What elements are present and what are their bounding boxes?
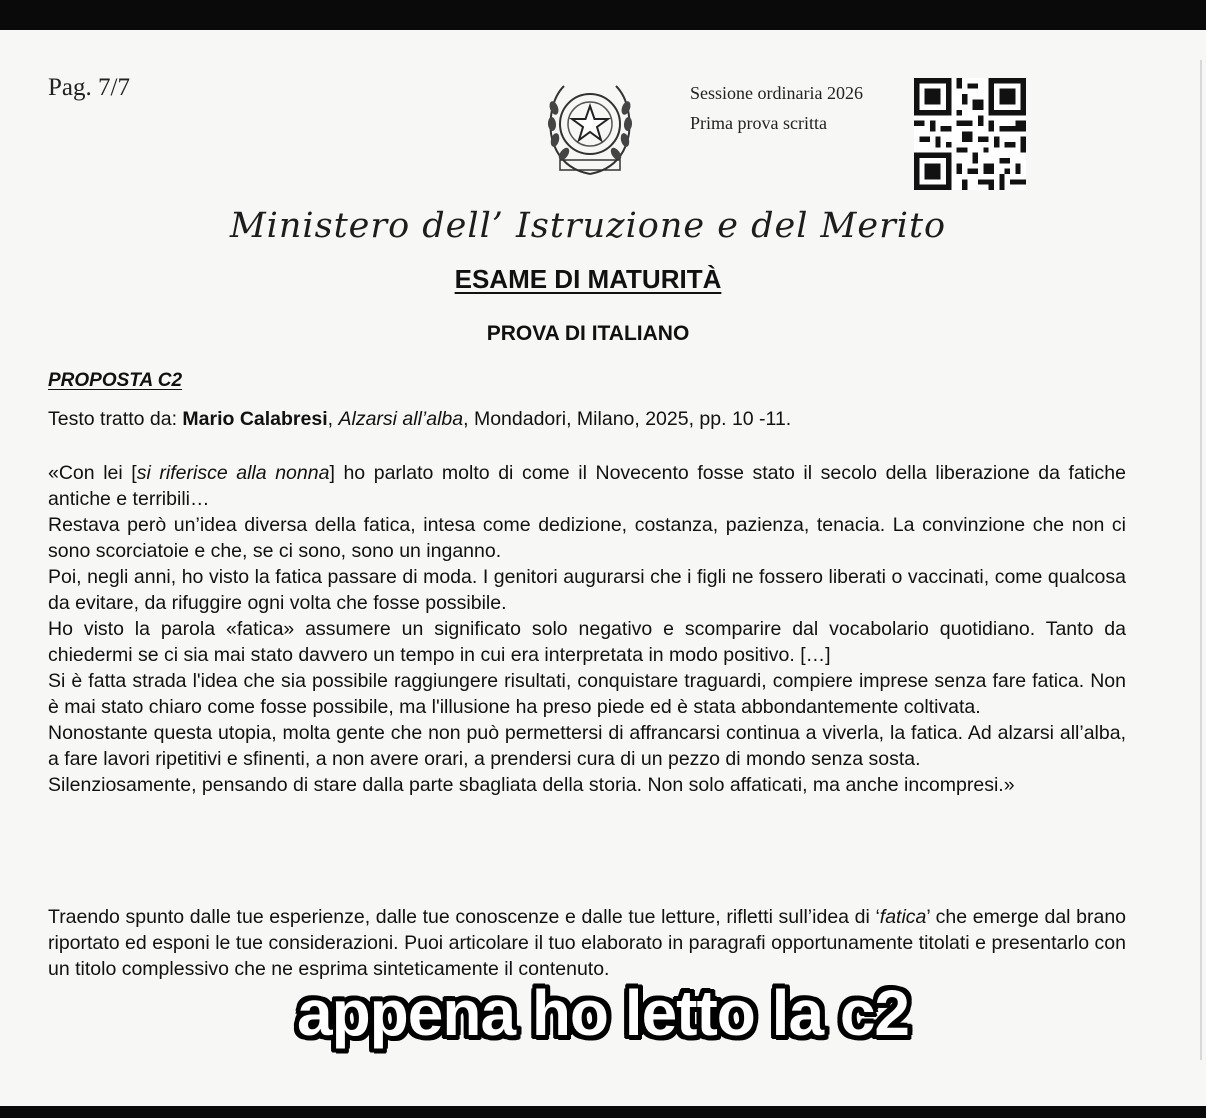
source-prefix: Testo tratto da: [48, 408, 183, 430]
subject-title: PROVA DI ITALIANO [486, 322, 690, 345]
task-keyword: fatica [879, 906, 927, 928]
ministry-heading: Ministero dell’ Istruzione e del Merito [229, 206, 947, 246]
quote-note: si riferisce alla nonna [136, 462, 330, 484]
task-text: Traendo spunto dalle tue esperienze, dalle tue conoscenze e dalle tue letture, rifletti sull’idea di ‘ [48, 906, 880, 928]
quote-paragraph: Ho visto la parola «fatica» assumere un significato solo negativo e scomparire dal vocabolario quotidiano. Tanto da chiedermi se ci sia mai stato davvero un tempo in cui era interpretata in modo positivo. […] [48, 618, 1126, 666]
quote-paragraph: Si è fatta strada l'idea che sia possibile raggiungere risultati, conquistare traguardi, compiere imprese senza fare fatica. Non è mai stato chiaro come fosse possibile, ma l'illusione ha preso piede ed è stata abbondantemente coltivata. [48, 670, 1126, 718]
quote-paragraph: Silenziosamente, pensando di stare dalla parte sbagliata della storia. Non solo affaticati, ma anche incompresi.» [48, 774, 1015, 796]
exam-part-label: Prima prova scritta [690, 113, 827, 133]
source-book-title: Alzarsi all’alba [338, 408, 464, 430]
quote-paragraph [48, 460, 1126, 512]
source-separator: , [327, 408, 339, 430]
quote-paragraph: Poi, negli anni, ho visto la fatica passare di moda. I genitori augurarsi che i figli ne fossero liberati o vaccinati, come qualcosa da evitare, da rifuggire ogni volta che fosse possibile. [48, 566, 1126, 614]
proposal-label: PROPOSTA C2 [48, 370, 183, 391]
task-text: ’ che emerge dal brano riportato ed esponi le tue considerazioni. Puoi articolare il tuo elaborato in paragrafi opportunamente titolati e presentarlo con un titolo complessivo che ne esprima sinteticamente il contenuto. [48, 906, 1127, 980]
source-publisher: , Mondadori, Milano, 2025, pp. 10 -11. [463, 408, 792, 430]
source-author: Mario Calabresi [182, 408, 328, 430]
page-edge-line [1200, 60, 1202, 1060]
quoted-passage [48, 460, 1126, 798]
quote-text: ] ho parlato molto di come il Novecento fosse stato il secolo della liberazione da fatiche antiche e terribili… [48, 462, 1127, 510]
italian-republic-emblem-icon [540, 78, 640, 182]
quote-paragraph: Nonostante questa utopia, molta gente che non può permettersi di affrancarsi continua a viverla, la fatica. Ad alzarsi all’alba, a fare lavori ripetitivi e sfinenti, a non avere orari, a prendersi cura di un pezzo di mondo senza sosta. [48, 722, 1126, 770]
qr-code-icon [914, 78, 1026, 190]
source-citation [48, 408, 791, 431]
task-instructions [48, 904, 1126, 982]
exam-title: ESAME DI MATURITÀ [454, 264, 722, 294]
quote-paragraph: Restava però un’idea diversa della fatica, intesa come dedizione, costanza, pazienza, tenacia. La convinzione che non ci sono scorciatoie e che, se ci sono, sono un inganno. [48, 514, 1126, 562]
exam-page [0, 30, 1206, 1106]
overlay-caption: appena ho letto la c2 [296, 977, 910, 1049]
page-number: Pag. 7/7 [48, 74, 130, 101]
quote-text: «Con lei [ [48, 462, 137, 484]
session-info [690, 78, 863, 138]
session-label: Sessione ordinaria 2026 [690, 83, 863, 103]
